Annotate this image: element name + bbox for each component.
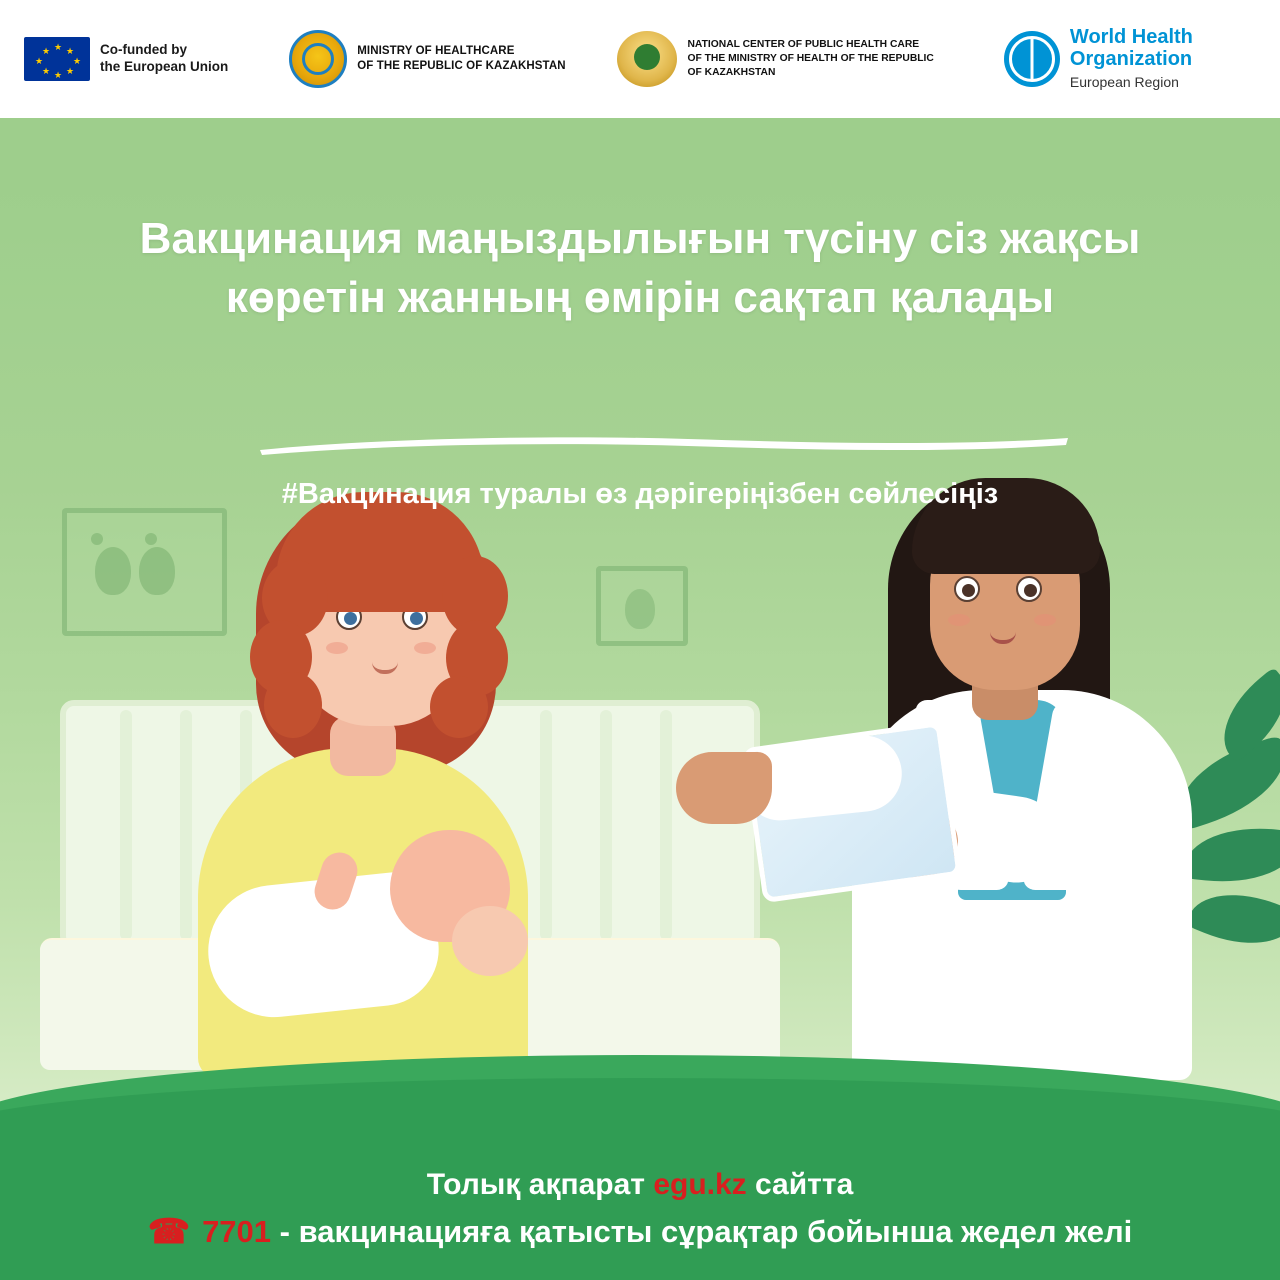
- footer: [0, 1165, 1280, 1252]
- footer-website-line: [0, 1165, 1280, 1204]
- page-title: Вакцинация маңыздылығын түсіну сіз жақсы көретін жанның өмірін сақтап қалады: [139, 214, 1141, 322]
- ncphc-logo-line2: OF THE MINISTRY OF HEALTH OF THE REPUBLIC: [687, 53, 934, 65]
- eu-flag-icon: ★ ★ ★ ★ ★ ★ ★ ★: [24, 37, 90, 81]
- kazakhstan-emblem-icon: [289, 30, 347, 88]
- logo-ministry-of-healthcare: [289, 30, 599, 88]
- ncphc-emblem-icon: [617, 31, 677, 87]
- footer-text-before: Толық ақпарат: [426, 1167, 654, 1201]
- phone-ring-icon: ☎: [147, 1212, 191, 1251]
- eu-logo-line2: the European Union: [100, 59, 229, 74]
- who-region: European Region: [1069, 74, 1179, 91]
- logo-world-health-organization: [1004, 27, 1256, 90]
- moh-logo-line1: MINISTRY OF HEALTHCARE: [357, 45, 515, 58]
- logo-bar: [0, 0, 1280, 118]
- who-title: World Health Organization: [1069, 26, 1193, 70]
- brush-underline-decoration: [258, 432, 1070, 458]
- hotline-number[interactable]: 7701: [202, 1213, 272, 1249]
- eu-logo-text: [100, 42, 228, 76]
- moh-logo-line2: OF THE REPUBLIC OF KAZAKHSTAN: [357, 60, 566, 72]
- wall-frame-footprints: [62, 508, 227, 636]
- ncphc-logo-line1: NATIONAL CENTER OF PUBLIC HEALTH CARE: [687, 39, 920, 51]
- wall-frame-small: [596, 566, 688, 646]
- moh-logo-text: [357, 44, 565, 74]
- doctor-pointing-hand: [676, 752, 772, 824]
- footer-hotline-line: [0, 1212, 1280, 1252]
- hotline-description: - вакцинацияға қатысты сұрақтар бойынша жедел желі: [271, 1213, 1133, 1249]
- who-logo-text: [1070, 27, 1256, 90]
- logo-european-union: [24, 37, 271, 81]
- who-logo-icon: [1004, 31, 1060, 87]
- ncphc-logo-text: [687, 38, 933, 80]
- footer-text-after: сайтта: [746, 1167, 854, 1201]
- ncphc-logo-line3: OF KAZAKHSTAN: [687, 66, 776, 78]
- logo-national-center-public-health: [617, 31, 985, 87]
- website-link[interactable]: egu.kz: [653, 1167, 747, 1201]
- eu-logo-line1: Co-funded by: [100, 42, 187, 58]
- hashtag-text: #Вакцинация туралы өз дәрігеріңізбен сөйлесіңіз: [281, 478, 999, 510]
